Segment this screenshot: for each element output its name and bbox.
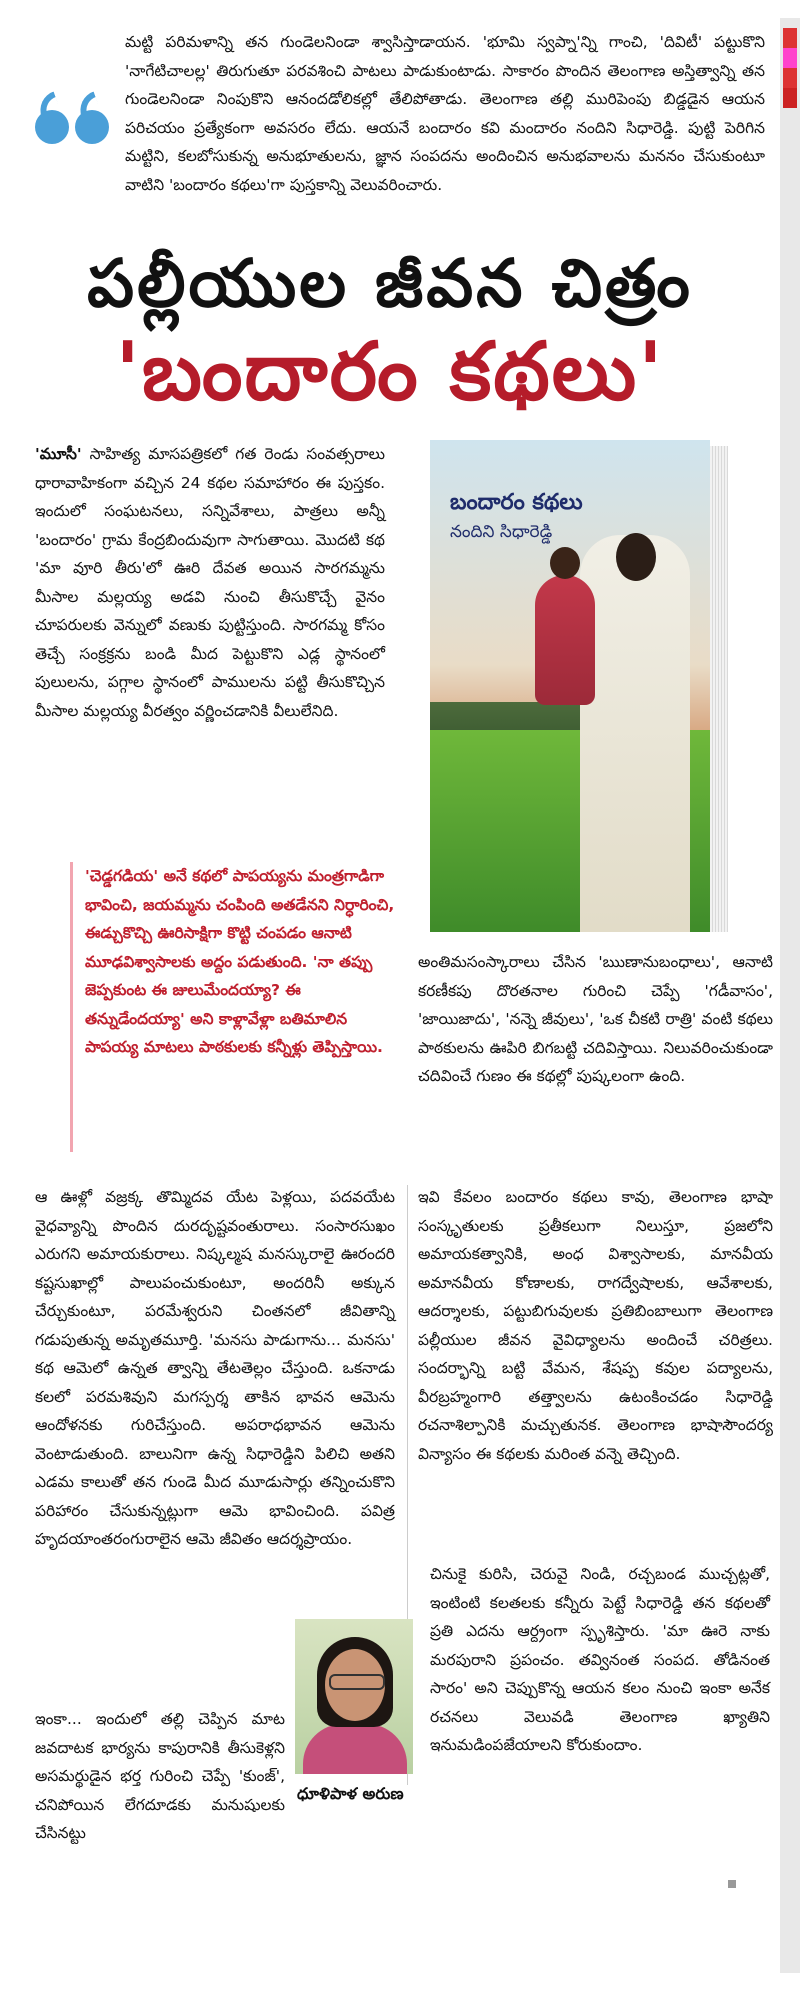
column-2-paragraph-3: చినుకై కురిసి, చెరువై నిండి, రచ్చబండ ముచ్చట్లతో, ఇంటింటి కలతలకు కన్నీరు పెట్టే సిధారెడ్డి తన కథలతో ప్రతి ఎదను ఆర్ద్రంగా స్పృశిస్తారు. 'మా ఊరె నాకు మరపురాని ప్రపంచం. తవ్వినంత సంపద. తోడినంత సారం' అని చెప్పుకొన్న ఆయన కలం నుంచి ఇంకా అనేక రచనలు వెలువడి తెలంగాణ ఖ్యాతిని ఇనుమడింపజేయాలని కోరుకుందాం.	[430, 1565, 770, 1754]
column-2-paragraph-1: అంతిమసంస్కారాలు చేసిన 'ఋణానుబంధాలు', ఆనాటి కరణీకపు దొరతనాల గురించి చెప్పే 'గడీవాసం', 'జాయిజాదు', 'నన్నె జీవులు', 'ఒక చీకటి రాత్రి' వంటి కథలు పాఠకులను ఊపిరి బిగబట్టి చదివిస్తాయి. నిలువరించుకుండా చదివించే గుణం ఈ కథల్లో పుష్కలంగా ఉంది.	[418, 953, 773, 1085]
headline-line-1: పల్లీయుల జీవన చిత్రం	[87, 245, 693, 322]
book-pages	[710, 446, 728, 932]
book-title: బందారం కథలు	[450, 490, 583, 515]
book-front	[430, 440, 710, 932]
column-2-paragraph-2: ఇవి కేవలం బందారం కథలు కావు, తెలంగాణ భాషా సంస్కృతులకు ప్రతీకలుగా నిలుస్తూ, ప్రజలోని అమాయకత్వానికి, అంధ విశ్వాసాలకు, మానవీయ అమానవీయ కోణాలకు, రాగద్వేషాలకు, ఆవేశాలకు, ఆదర్శాలకు, పట్టుబిగువులకు ప్రతిబింబాలుగా తెలంగాణ పల్లీయుల జీవన వైవిధ్యాలను అందించే చరిత్రలు. సందర్భాన్ని బట్టి వేమన, శేషప్ప కవుల పద్యాలను, వీరబ్రహ్మంగారి తత్త్వాలను ఉటంకించడం సిధారెడ్డి రచనాశిల్పానికి మచ్చుతునక. తెలంగాణ భాషాసౌందర్య విన్యాసం ఈ కథలకు మరింత వన్నె తెచ్చింది.	[418, 1188, 773, 1463]
column-1-paragraph-3: ఇంకా... ఇందులో తల్లి చెప్పిన మాట జవదాటక భార్యను కాపురానికి తీసుకెళ్లని అసమర్థుడైన భర్త గురించి చెప్పే 'కుంజ్', చనిపోయిన లేగదూడకు మనుషులకు చేసినట్టు	[35, 1710, 285, 1842]
woman-figure	[580, 535, 690, 932]
column-1-paragraph-2: ఆ ఊళ్లో వజ్రక్క తొమ్మిదవ యేట పెళ్లయి, పదవయేట వైధవ్యాన్ని పొందిన దురదృష్టవంతురాలు. సంసారసుఖం ఎరుగని అమాయకురాలు. నిష్కల్మష మనస్కురాలై ఊరందరి కష్టసుఖాల్లో పాలుపంచుకుంటూ, అందరినీ అక్కున చేర్చుకుంటూ, పరమేశ్వరుని చింతనలో జీవితాన్ని గడుపుతున్న అమృతమూర్తి. 'మనసు పాడుగాను... మనసు' కథ ఆమెలో ఉన్నత త్వాన్ని తేటతెల్లం చేస్తుంది. ఒకనాడు కలలో పరమశివుని మగస్పర్శ తాకిన భావన ఆమెను ఆందోళనకు గురిచేస్తుంది. అపరాధభావన ఆమెను వెంటాడుతుంది. బాలునిగా ఉన్న సిధారెడ్డిని పిలిచి అతని ఎడమ కాలుతో తన గుండె మీద మూడుసార్లు తన్నించుకొని పరిహారం చేసుకున్నట్లుగా ఆమె భావించింది. పవిత్ర హృదయాంతరంగురాలైన ఆమె జీవితం ఆదర్శప్రాయం.	[35, 1188, 395, 1548]
byline: ధూళిపాళ అరుణ	[297, 1784, 404, 1803]
pull-quote-text: 'చెడ్డగడియ' అనే కథలో పాపయ్యను మంత్రగాడిగా భావించి, జయమ్మను చంపింది అతడేనని నిర్ధారించి, ఈడ్చుకొచ్చి ఊరిసాక్షిగా కొట్టి చంపడం ఆనాటి మూఢవిశ్వాసాలకు అద్దం పడుతుంది. 'నా తప్పు జెప్పకుంట ఈ జులుమేందయ్యా? ఈ తన్నుడేందయ్యా' అని కాళ్లావేళ్లా బతిమాలిన పాపయ్య మాటలు పాఠకులకు కన్నీళ్లు తెప్పిస్తాయి.	[85, 867, 395, 1056]
column-1-text: సాహిత్య మాసపత్రికలో గత రెండు సంవత్సరాలు ధారావాహికంగా వచ్చిన 24 కథల సమాహారం ఈ పుస్తకం. ఇందులో సంఘటనలు, సన్నివేశాలు, పాత్రలు అన్నీ 'బందారం' గ్రామ కేంద్రబిందువుగా సాగుతాయి. మొదటి కథ 'మా వూరి తీరు'లో ఊరి దేవత అయిన సారగమ్మను మీసాల మల్లయ్య అడవి నుంచి తీసుకొచ్చే వైనం చూపరులకు వెన్నులో వణుకు పుట్టిస్తుంది. సారగమ్మ కోసం తెచ్చే సంక్రక్రను బండి మీద పెట్టుకొని ఎడ్ల స్థానంలో పులులను, పగ్గాల స్థానంలో పాములను పట్టి తీసుకొచ్చిన మీసాల మల్లయ్య వీరత్వం వర్ణించడానికి వీలులేనిది.	[35, 445, 385, 720]
author-photo	[295, 1619, 413, 1774]
book-cover-image	[430, 440, 735, 932]
quote-mark-icon	[35, 110, 125, 170]
page-edge-strip	[780, 18, 800, 1973]
magazine-name: 'మూసీ'	[35, 445, 82, 463]
intro-paragraph: మట్టి పరిమళాన్ని తన గుండెలనిండా శ్వాసిస్తాడాయన. 'భూమి స్వప్నా'న్ని గాంచి, 'దివిటీ' పట్టుకొని 'నాగేటిచాలల్ల' తిరుగుతూ పరవశించి పాటలు పాడుకుంటాడు. సాకారం పొందిన తెలంగాణ అస్తిత్వాన్ని తన గుండెలనిండా నింపుకొని ఆనందడోలికల్లో తేలిపోతాడు. తెలంగాణ తల్లి మురిపెంపు బిడ్డడైన ఆయన పరిచయం ప్రత్యేకంగా అవసరం లేదు. ఆయనే బందారం కవి మందారం నందిని సిధారెడ్డి. పుట్టి పెరిగిన మట్టిని, కలబోసుకున్న అనుభూతులను, జ్ఞాన సంపదను అందించిన అనుభవాలను మననం చేసుకుంటూ వాటిని 'బందారం కథలు'గా పుస్తకాన్ని వెలువరించారు.	[125, 33, 765, 194]
pull-quote	[70, 862, 395, 1152]
column-1-paragraph	[35, 440, 385, 725]
child-figure	[535, 575, 595, 705]
book-author: నందిని సిధారెడ్డి	[450, 522, 553, 542]
end-mark	[728, 1880, 736, 1888]
headline-line-2: 'బందారం కథలు'	[115, 325, 665, 418]
edge-stripe	[783, 28, 797, 108]
